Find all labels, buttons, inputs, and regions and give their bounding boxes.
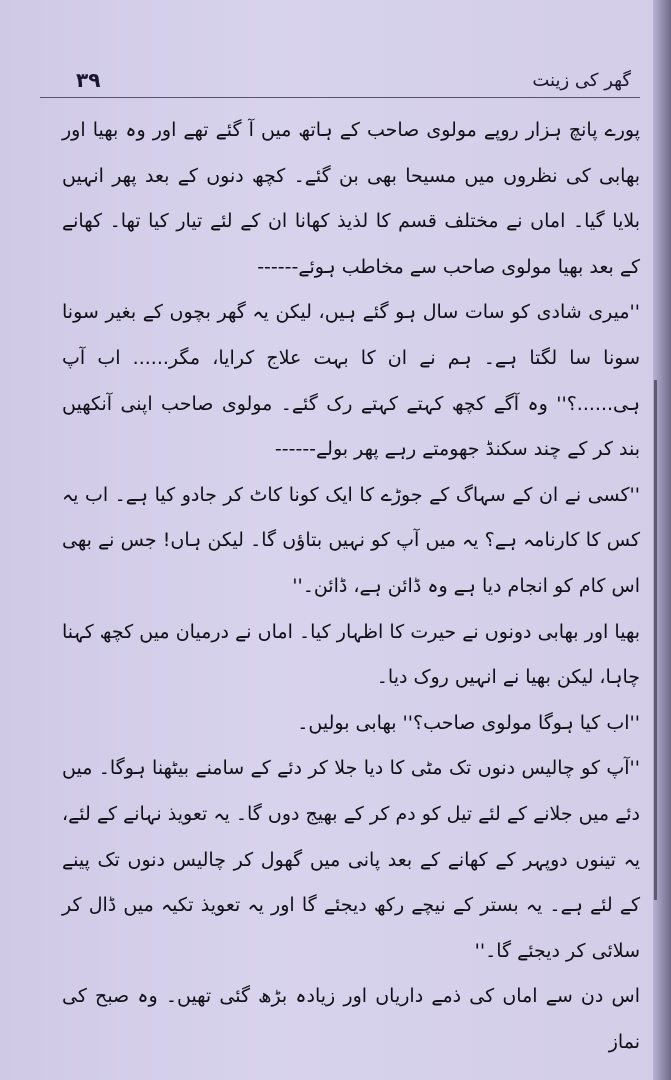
paragraph: پورے پانچ ہزار روپے مولوی صاحب کے ہاتھ میں آ گئے تھے اور وہ بھیا اور بھابی کی نظروں میں مسیحا بھی بن گئے۔ کچھ دنوں کے بعد پھر انہیں بلایا گیا۔ اماں نے مختلف قسم کا لذیذ کھانا ان کے لئے تیار کیا تھا۔ کھانے کے بعد بھیا مولوی صاحب سے مخاطب ہوئے------ xyxy=(62,119,640,278)
body-text xyxy=(62,108,640,1065)
paragraph: اس دن سے اماں کی ذمے داریاں اور زیادہ بڑھ گئی تھیں۔ وہ صبح کی نماز xyxy=(62,985,640,1053)
running-title: گھر کی زینت xyxy=(532,70,631,91)
paragraph: ''آپ کو چالیس دنوں تک مٹی کا دیا جلا کر دئے کے سامنے بیٹھنا ہوگا۔ میں دئے میں جلانے کے لئے تیل کو دم کر کے بھیج دوں گا۔ یہ تعویذ نہانے کے لئے، یہ تینوں دوپہر کے کھانے کے بعد پانی میں گھول کر چالیس دنوں تک پینے کے لئے ہے۔ یہ بستر کے نیچے رکھ دیجئے گا اور یہ تعویذ تکیہ میں ڈال کر سلائی کر دیجئے گا۔'' xyxy=(62,757,640,962)
binding-line xyxy=(654,380,657,900)
paragraph: ''اب کیا ہوگا مولوی صاحب؟'' بھابی بولیں۔ xyxy=(297,711,640,734)
paragraph: ''کسی نے ان کے سہاگ کے جوڑے کا ایک کونا کاٹ کر جادو کیا ہے۔ اب یہ کس کا کارنامہ ہے؟ یہ میں آپ کو نہیں بتاؤں گا۔ لیکن ہاں! جس نے بھی اس کام کو انجام دیا ہے وہ ڈائن ہے، ڈائن۔'' xyxy=(62,483,640,597)
page-number: ۳۹ xyxy=(76,68,101,92)
paragraph: ''میری شادی کو سات سال ہو گئے ہیں، لیکن یہ گھر بچوں کے بغیر سونا سونا سا لگتا ہے۔ ہم نے ان کا بہت علاج کرایا، مگر...... اب آپ ہی......؟'' وہ آگے کچھ کہتے کہتے رک گئے۔ مولوی صاحب اپنی آنکھیں بند کر کے چند سکنڈ جھومتے رہے پھر بولے------ xyxy=(62,301,640,461)
paragraph: بھیا اور بھابی دونوں نے حیرت کا اظہار کیا۔ اماں نے درمیان میں کچھ کہنا چاہا، لیکن بھیا نے انہیں روک دیا۔ xyxy=(62,620,640,689)
header-rule xyxy=(40,97,640,98)
